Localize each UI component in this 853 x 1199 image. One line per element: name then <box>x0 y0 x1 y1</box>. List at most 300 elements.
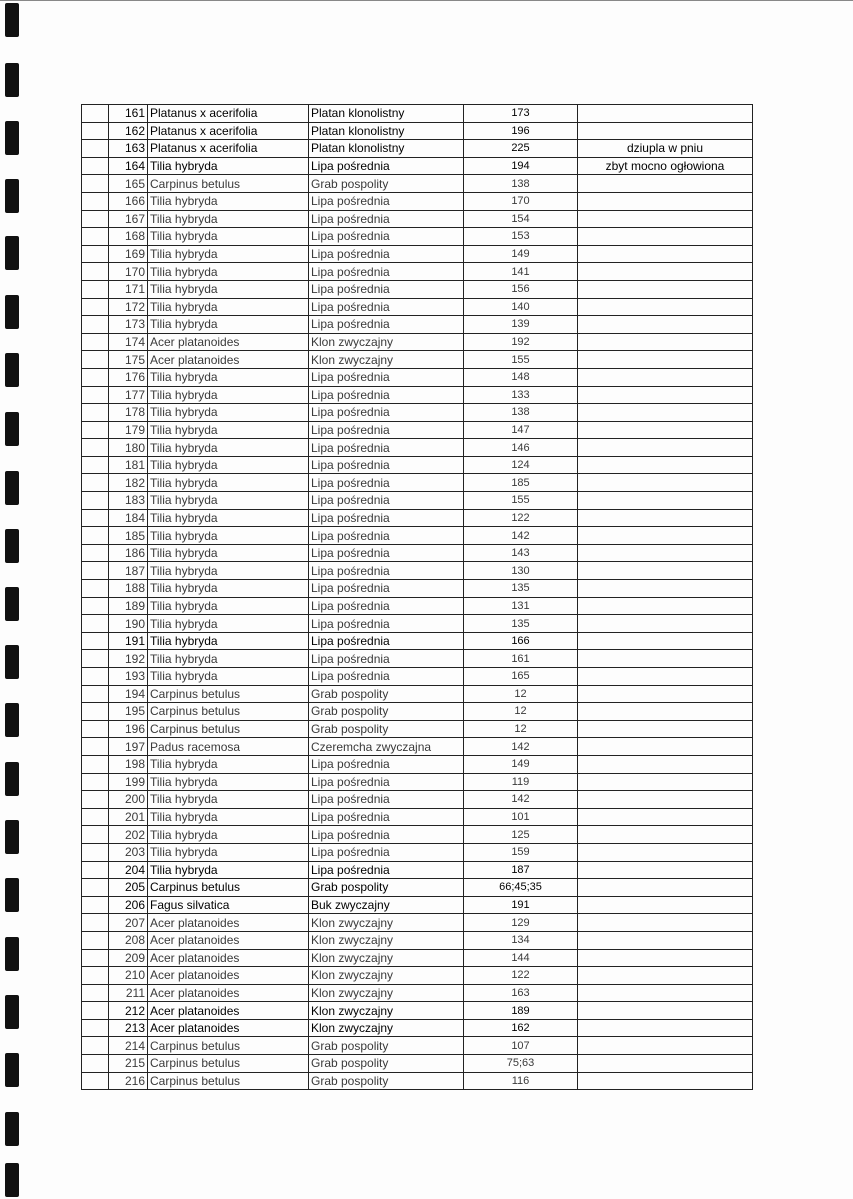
table-row <box>82 527 753 545</box>
table-row <box>82 1055 753 1073</box>
table-row <box>82 509 753 527</box>
blank-cell <box>82 615 109 633</box>
table-row <box>82 755 753 773</box>
latin-name-cell: Tilia hybryda <box>148 843 309 861</box>
measurement-cell: 148 <box>464 368 578 386</box>
table-row <box>82 474 753 492</box>
polish-name-cell: Lipa pośrednia <box>309 157 464 175</box>
polish-name-cell: Grab pospolity <box>309 1072 464 1090</box>
measurement-cell: 156 <box>464 280 578 298</box>
note-cell <box>578 439 753 457</box>
blank-cell <box>82 914 109 932</box>
note-cell <box>578 210 753 228</box>
blank-cell <box>82 192 109 210</box>
latin-name-cell: Tilia hybryda <box>148 580 309 598</box>
note-cell <box>578 368 753 386</box>
measurement-cell: 155 <box>464 351 578 369</box>
measurement-cell: 116 <box>464 1072 578 1090</box>
row-number-cell: 180 <box>109 439 148 457</box>
row-number-cell: 199 <box>109 773 148 791</box>
polish-name-cell: Lipa pośrednia <box>309 280 464 298</box>
blank-cell <box>82 474 109 492</box>
blank-cell <box>82 527 109 545</box>
measurement-cell: 142 <box>464 738 578 756</box>
row-number-cell: 162 <box>109 122 148 140</box>
blank-cell <box>82 333 109 351</box>
punch-hole-mark <box>5 645 19 679</box>
note-cell <box>578 280 753 298</box>
polish-name-cell: Klon zwyczajny <box>309 931 464 949</box>
table-row <box>82 879 753 897</box>
blank-cell <box>82 386 109 404</box>
punch-hole-mark <box>5 1163 19 1197</box>
row-number-cell: 164 <box>109 157 148 175</box>
latin-name-cell: Tilia hybryda <box>148 456 309 474</box>
punch-hole-mark <box>5 1053 19 1087</box>
punch-hole-mark <box>5 3 19 37</box>
polish-name-cell: Lipa pośrednia <box>309 368 464 386</box>
measurement-cell: 140 <box>464 298 578 316</box>
row-number-cell: 168 <box>109 228 148 246</box>
table-row <box>82 1037 753 1055</box>
measurement-cell: 144 <box>464 949 578 967</box>
table-row <box>82 157 753 175</box>
note-cell <box>578 597 753 615</box>
note-cell <box>578 1037 753 1055</box>
note-cell <box>578 421 753 439</box>
latin-name-cell: Acer platanoides <box>148 967 309 985</box>
table-row <box>82 1019 753 1037</box>
blank-cell <box>82 949 109 967</box>
measurement-cell: 191 <box>464 896 578 914</box>
measurement-cell: 170 <box>464 192 578 210</box>
measurement-cell: 225 <box>464 140 578 158</box>
table-row <box>82 175 753 193</box>
row-number-cell: 214 <box>109 1037 148 1055</box>
blank-cell <box>82 404 109 422</box>
row-number-cell: 187 <box>109 562 148 580</box>
blank-cell <box>82 1055 109 1073</box>
polish-name-cell: Grab pospolity <box>309 703 464 721</box>
latin-name-cell: Carpinus betulus <box>148 1072 309 1090</box>
latin-name-cell: Tilia hybryda <box>148 298 309 316</box>
note-cell <box>578 808 753 826</box>
polish-name-cell: Lipa pośrednia <box>309 263 464 281</box>
latin-name-cell: Tilia hybryda <box>148 773 309 791</box>
polish-name-cell: Lipa pośrednia <box>309 755 464 773</box>
measurement-cell: 101 <box>464 808 578 826</box>
latin-name-cell: Carpinus betulus <box>148 1055 309 1073</box>
blank-cell <box>82 984 109 1002</box>
latin-name-cell: Acer platanoides <box>148 984 309 1002</box>
polish-name-cell: Lipa pośrednia <box>309 421 464 439</box>
table-row <box>82 492 753 510</box>
row-number-cell: 203 <box>109 843 148 861</box>
latin-name-cell: Tilia hybryda <box>148 668 309 686</box>
blank-cell <box>82 1002 109 1020</box>
note-cell <box>578 105 753 123</box>
blank-cell <box>82 368 109 386</box>
measurement-cell: 129 <box>464 914 578 932</box>
blank-cell <box>82 1072 109 1090</box>
blank-cell <box>82 122 109 140</box>
polish-name-cell: Lipa pośrednia <box>309 791 464 809</box>
blank-cell <box>82 808 109 826</box>
note-cell <box>578 949 753 967</box>
polish-name-cell: Lipa pośrednia <box>309 456 464 474</box>
blank-cell <box>82 755 109 773</box>
note-cell <box>578 632 753 650</box>
table-row <box>82 1072 753 1090</box>
punch-hole-mark <box>5 878 19 912</box>
table-row <box>82 562 753 580</box>
punch-hole-mark <box>5 703 19 737</box>
table-row <box>82 896 753 914</box>
table-row <box>82 404 753 422</box>
polish-name-cell: Lipa pośrednia <box>309 580 464 598</box>
polish-name-cell: Platan klonolistny <box>309 140 464 158</box>
measurement-cell: 149 <box>464 245 578 263</box>
polish-name-cell: Lipa pośrednia <box>309 562 464 580</box>
row-number-cell: 189 <box>109 597 148 615</box>
latin-name-cell: Carpinus betulus <box>148 879 309 897</box>
note-cell: dziupla w pniu <box>578 140 753 158</box>
table-row <box>82 668 753 686</box>
measurement-cell: 124 <box>464 456 578 474</box>
row-number-cell: 171 <box>109 280 148 298</box>
measurement-cell: 130 <box>464 562 578 580</box>
latin-name-cell: Tilia hybryda <box>148 509 309 527</box>
row-number-cell: 163 <box>109 140 148 158</box>
table-row <box>82 914 753 932</box>
polish-name-cell: Czeremcha zwyczajna <box>309 738 464 756</box>
measurement-cell: 75;63 <box>464 1055 578 1073</box>
note-cell <box>578 650 753 668</box>
latin-name-cell: Tilia hybryda <box>148 755 309 773</box>
polish-name-cell: Klon zwyczajny <box>309 967 464 985</box>
row-number-cell: 183 <box>109 492 148 510</box>
polish-name-cell: Buk zwyczajny <box>309 896 464 914</box>
row-number-cell: 175 <box>109 351 148 369</box>
punch-hole-mark <box>5 995 19 1029</box>
note-cell <box>578 562 753 580</box>
row-number-cell: 197 <box>109 738 148 756</box>
note-cell <box>578 474 753 492</box>
measurement-cell: 142 <box>464 791 578 809</box>
punch-hole-mark <box>5 1112 19 1146</box>
row-number-cell: 166 <box>109 192 148 210</box>
row-number-cell: 204 <box>109 861 148 879</box>
polish-name-cell: Lipa pośrednia <box>309 228 464 246</box>
measurement-cell: 163 <box>464 984 578 1002</box>
latin-name-cell: Tilia hybryda <box>148 421 309 439</box>
table-row <box>82 597 753 615</box>
measurement-cell: 12 <box>464 720 578 738</box>
note-cell <box>578 791 753 809</box>
row-number-cell: 178 <box>109 404 148 422</box>
row-number-cell: 196 <box>109 720 148 738</box>
latin-name-cell: Tilia hybryda <box>148 650 309 668</box>
row-number-cell: 185 <box>109 527 148 545</box>
note-cell <box>578 615 753 633</box>
latin-name-cell: Tilia hybryda <box>148 157 309 175</box>
blank-cell <box>82 316 109 334</box>
note-cell <box>578 931 753 949</box>
table-row <box>82 861 753 879</box>
measurement-cell: 119 <box>464 773 578 791</box>
blank-cell <box>82 351 109 369</box>
latin-name-cell: Platanus x acerifolia <box>148 105 309 123</box>
polish-name-cell: Lipa pośrednia <box>309 386 464 404</box>
latin-name-cell: Acer platanoides <box>148 1002 309 1020</box>
note-cell <box>578 967 753 985</box>
note-cell <box>578 984 753 1002</box>
measurement-cell: 155 <box>464 492 578 510</box>
row-number-cell: 190 <box>109 615 148 633</box>
table-row <box>82 632 753 650</box>
row-number-cell: 192 <box>109 650 148 668</box>
latin-name-cell: Tilia hybryda <box>148 280 309 298</box>
row-number-cell: 165 <box>109 175 148 193</box>
note-cell <box>578 755 753 773</box>
table-row <box>82 580 753 598</box>
note-cell: zbyt mocno ogłowiona <box>578 157 753 175</box>
table-row <box>82 791 753 809</box>
latin-name-cell: Tilia hybryda <box>148 826 309 844</box>
measurement-cell: 133 <box>464 386 578 404</box>
punch-hole-mark <box>5 179 19 213</box>
blank-cell <box>82 791 109 809</box>
polish-name-cell: Klon zwyczajny <box>309 914 464 932</box>
row-number-cell: 215 <box>109 1055 148 1073</box>
note-cell <box>578 192 753 210</box>
blank-cell <box>82 280 109 298</box>
measurement-cell: 138 <box>464 404 578 422</box>
blank-cell <box>82 632 109 650</box>
polish-name-cell: Lipa pośrednia <box>309 492 464 510</box>
row-number-cell: 161 <box>109 105 148 123</box>
punch-hole-mark <box>5 820 19 854</box>
note-cell <box>578 720 753 738</box>
row-number-cell: 176 <box>109 368 148 386</box>
table-row <box>82 544 753 562</box>
table-row <box>82 456 753 474</box>
latin-name-cell: Tilia hybryda <box>148 439 309 457</box>
note-cell <box>578 228 753 246</box>
table-row <box>82 826 753 844</box>
blank-cell <box>82 580 109 598</box>
punch-hole-mark <box>5 412 19 446</box>
note-cell <box>578 703 753 721</box>
measurement-cell: 159 <box>464 843 578 861</box>
row-number-cell: 177 <box>109 386 148 404</box>
measurement-cell: 12 <box>464 703 578 721</box>
blank-cell <box>82 597 109 615</box>
latin-name-cell: Tilia hybryda <box>148 861 309 879</box>
polish-name-cell: Lipa pośrednia <box>309 298 464 316</box>
measurement-cell: 134 <box>464 931 578 949</box>
note-cell <box>578 914 753 932</box>
polish-name-cell: Lipa pośrednia <box>309 843 464 861</box>
note-cell <box>578 826 753 844</box>
latin-name-cell: Carpinus betulus <box>148 703 309 721</box>
latin-name-cell: Tilia hybryda <box>148 263 309 281</box>
measurement-cell: 162 <box>464 1019 578 1037</box>
polish-name-cell: Lipa pośrednia <box>309 544 464 562</box>
table-row <box>82 298 753 316</box>
blank-cell <box>82 562 109 580</box>
measurement-cell: 192 <box>464 333 578 351</box>
polish-name-cell: Lipa pośrednia <box>309 668 464 686</box>
measurement-cell: 147 <box>464 421 578 439</box>
table-row <box>82 720 753 738</box>
table-row <box>82 105 753 123</box>
blank-cell <box>82 263 109 281</box>
table-row <box>82 738 753 756</box>
row-number-cell: 200 <box>109 791 148 809</box>
table-row <box>82 843 753 861</box>
measurement-cell: 66;45;35 <box>464 879 578 897</box>
measurement-cell: 196 <box>464 122 578 140</box>
latin-name-cell: Platanus x acerifolia <box>148 140 309 158</box>
note-cell <box>578 773 753 791</box>
row-number-cell: 186 <box>109 544 148 562</box>
polish-name-cell: Lipa pośrednia <box>309 474 464 492</box>
polish-name-cell: Lipa pośrednia <box>309 509 464 527</box>
row-number-cell: 173 <box>109 316 148 334</box>
row-number-cell: 188 <box>109 580 148 598</box>
note-cell <box>578 1002 753 1020</box>
row-number-cell: 167 <box>109 210 148 228</box>
measurement-cell: 153 <box>464 228 578 246</box>
punch-hole-mark <box>5 121 19 155</box>
latin-name-cell: Acer platanoides <box>148 351 309 369</box>
blank-cell <box>82 703 109 721</box>
note-cell <box>578 456 753 474</box>
blank-cell <box>82 157 109 175</box>
measurement-cell: 189 <box>464 1002 578 1020</box>
blank-cell <box>82 140 109 158</box>
measurement-cell: 138 <box>464 175 578 193</box>
blank-cell <box>82 298 109 316</box>
measurement-cell: 166 <box>464 632 578 650</box>
polish-name-cell: Lipa pośrednia <box>309 861 464 879</box>
blank-cell <box>82 896 109 914</box>
row-number-cell: 195 <box>109 703 148 721</box>
latin-name-cell: Fagus silvatica <box>148 896 309 914</box>
polish-name-cell: Lipa pośrednia <box>309 404 464 422</box>
table-row <box>82 210 753 228</box>
note-cell <box>578 668 753 686</box>
table-row <box>82 192 753 210</box>
measurement-cell: 149 <box>464 755 578 773</box>
measurement-cell: 187 <box>464 861 578 879</box>
latin-name-cell: Carpinus betulus <box>148 1037 309 1055</box>
note-cell <box>578 245 753 263</box>
polish-name-cell: Grab pospolity <box>309 1037 464 1055</box>
table-row <box>82 615 753 633</box>
blank-cell <box>82 245 109 263</box>
note-cell <box>578 738 753 756</box>
measurement-cell: 131 <box>464 597 578 615</box>
row-number-cell: 170 <box>109 263 148 281</box>
polish-name-cell: Klon zwyczajny <box>309 1002 464 1020</box>
blank-cell <box>82 650 109 668</box>
polish-name-cell: Grab pospolity <box>309 879 464 897</box>
blank-cell <box>82 685 109 703</box>
table-row <box>82 333 753 351</box>
note-cell <box>578 1055 753 1073</box>
punch-hole-mark <box>5 587 19 621</box>
measurement-cell: 135 <box>464 580 578 598</box>
table-row <box>82 263 753 281</box>
polish-name-cell: Grab pospolity <box>309 685 464 703</box>
blank-cell <box>82 1037 109 1055</box>
note-cell <box>578 351 753 369</box>
row-number-cell: 198 <box>109 755 148 773</box>
note-cell <box>578 492 753 510</box>
row-number-cell: 191 <box>109 632 148 650</box>
table-row <box>82 949 753 967</box>
measurement-cell: 142 <box>464 527 578 545</box>
note-cell <box>578 175 753 193</box>
polish-name-cell: Lipa pośrednia <box>309 650 464 668</box>
blank-cell <box>82 421 109 439</box>
latin-name-cell: Acer platanoides <box>148 949 309 967</box>
latin-name-cell: Carpinus betulus <box>148 685 309 703</box>
latin-name-cell: Tilia hybryda <box>148 474 309 492</box>
polish-name-cell: Lipa pośrednia <box>309 316 464 334</box>
row-number-cell: 202 <box>109 826 148 844</box>
blank-cell <box>82 967 109 985</box>
measurement-cell: 161 <box>464 650 578 668</box>
blank-cell <box>82 175 109 193</box>
measurement-cell: 107 <box>464 1037 578 1055</box>
latin-name-cell: Carpinus betulus <box>148 175 309 193</box>
table-row <box>82 703 753 721</box>
measurement-cell: 143 <box>464 544 578 562</box>
blank-cell <box>82 544 109 562</box>
measurement-cell: 122 <box>464 967 578 985</box>
table-row <box>82 650 753 668</box>
table-row <box>82 439 753 457</box>
punch-hole-mark <box>5 63 19 97</box>
note-cell <box>578 509 753 527</box>
punch-hole-mark <box>5 529 19 563</box>
table-row <box>82 316 753 334</box>
latin-name-cell: Tilia hybryda <box>148 368 309 386</box>
row-number-cell: 172 <box>109 298 148 316</box>
polish-name-cell: Lipa pośrednia <box>309 632 464 650</box>
latin-name-cell: Tilia hybryda <box>148 386 309 404</box>
blank-cell <box>82 861 109 879</box>
latin-name-cell: Tilia hybryda <box>148 544 309 562</box>
polish-name-cell: Lipa pośrednia <box>309 192 464 210</box>
blank-cell <box>82 720 109 738</box>
latin-name-cell: Tilia hybryda <box>148 228 309 246</box>
note-cell <box>578 843 753 861</box>
latin-name-cell: Tilia hybryda <box>148 632 309 650</box>
polish-name-cell: Lipa pośrednia <box>309 527 464 545</box>
note-cell <box>578 527 753 545</box>
table-row <box>82 140 753 158</box>
table-row <box>82 122 753 140</box>
polish-name-cell: Lipa pośrednia <box>309 597 464 615</box>
punch-hole-mark <box>5 937 19 971</box>
polish-name-cell: Lipa pośrednia <box>309 245 464 263</box>
polish-name-cell: Klon zwyczajny <box>309 949 464 967</box>
row-number-cell: 212 <box>109 1002 148 1020</box>
